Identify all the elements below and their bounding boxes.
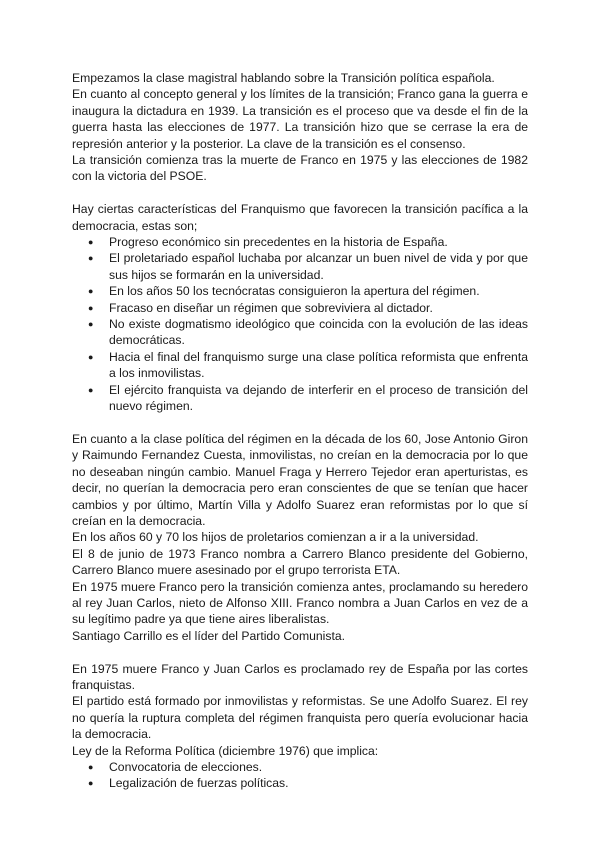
list-item: ● No existe dogmatismo ideológico que coincida con la evolución de las ideas democráticas. (109, 316, 528, 349)
paragraph-king-3: Ley de la Reforma Política (diciembre 1976) que implica: (72, 743, 379, 758)
blank-line (72, 185, 528, 201)
list-item: ● El ejército franquista va dejando de interferir en el proceso de transición del nuevo régimen. (109, 382, 528, 415)
paragraph-political-class-1: En cuanto a la clase política del régimen en la década de los 60, Jose Antonio Giron y Raimundo Fernandez Cuesta, inmovilistas, no creían en la democracia por lo que no deseaban ningún cambio. Manuel Fraga y Herrero Tejedor eran aperturistas, es decir, no querían la democracia pero eran conscientes de que se tenían que hacer cambios y por último, Martín Villa y Adolfo Suarez eran reformistas por lo que sí creían en la democracia. (72, 431, 528, 528)
list-item: ● Convocatoria de elecciones. (109, 759, 528, 775)
list-item: ● Progreso económico sin precedentes en la historia de España. (109, 234, 528, 250)
reform-list (72, 759, 528, 792)
paragraph-political-class-3: El 8 de junio de 1973 Franco nombra a Carrero Blanco presidente del Gobierno, Carrero Blanco muere asesinado por el grupo terrorista ETA. (72, 546, 528, 578)
paragraph-political-class-5: Santiago Carrillo es el líder del Partido Comunista. (72, 628, 345, 643)
paragraph-intro-1: Empezamos la clase magistral hablando sobre la Transición política española. (72, 71, 495, 85)
list-item: ● Hacia el final del franquismo surge una clase política reformista que enfrenta a los inmovilistas. (109, 349, 528, 382)
paragraph-political-class-4: En 1975 muere Franco pero la transición comienza antes, proclamando su heredero al rey Juan Carlos, nieto de Alfonso XIII. Franco nombra a Juan Carlos en vez de a su legítimo padre ya que tiene aires liberalistas. (72, 579, 528, 627)
list-item: ● En los años 50 los tecnócratas consiguieron la apertura del régimen. (109, 283, 528, 299)
paragraph-intro-2: En cuanto al concepto general y los límites de la transición; Franco gana la guerra e inaugura la dictadura en 1939. La transición es el proceso que va desde el fin de la guerra hasta las elecciones de 1977. La transición hizo que se cerrase la era de represión anterior y la posterior. La clave de la transición es el consenso. (72, 87, 528, 151)
paragraph-king-2: El partido está formado por inmovilistas y reformistas. Se une Adolfo Suarez. El rey no quería la ruptura completa del régimen franquista pero quería evolucionar hacia la democracia. (72, 694, 528, 742)
list-item: ● El proletariado español luchaba por alcanzar un buen nivel de vida y por que sus hijos se formarán en la universidad. (109, 250, 528, 283)
paragraph-king-1: En 1975 muere Franco y Juan Carlos es proclamado rey de España por las cortes franquistas. (72, 661, 528, 692)
blank-line (72, 415, 528, 431)
list-item: ● Legalización de fuerzas políticas. (109, 775, 528, 791)
blank-line (72, 644, 528, 660)
paragraph-political-class-2: En los años 60 y 70 los hijos de proletarios comienzan a ir a la universidad. (72, 530, 479, 545)
paragraph-characteristics-intro: Hay ciertas características del Franquismo que favorecen la transición pacífica a la democracia, estas son; (72, 202, 528, 233)
characteristics-list (72, 234, 528, 414)
list-item: ● Fracaso en diseñar un régimen que sobreviviera al dictador. (109, 300, 528, 316)
paragraph-intro-3: La transición comienza tras la muerte de Franco en 1975 y las elecciones de 1982 con la victoria del PSOE. (72, 153, 528, 184)
